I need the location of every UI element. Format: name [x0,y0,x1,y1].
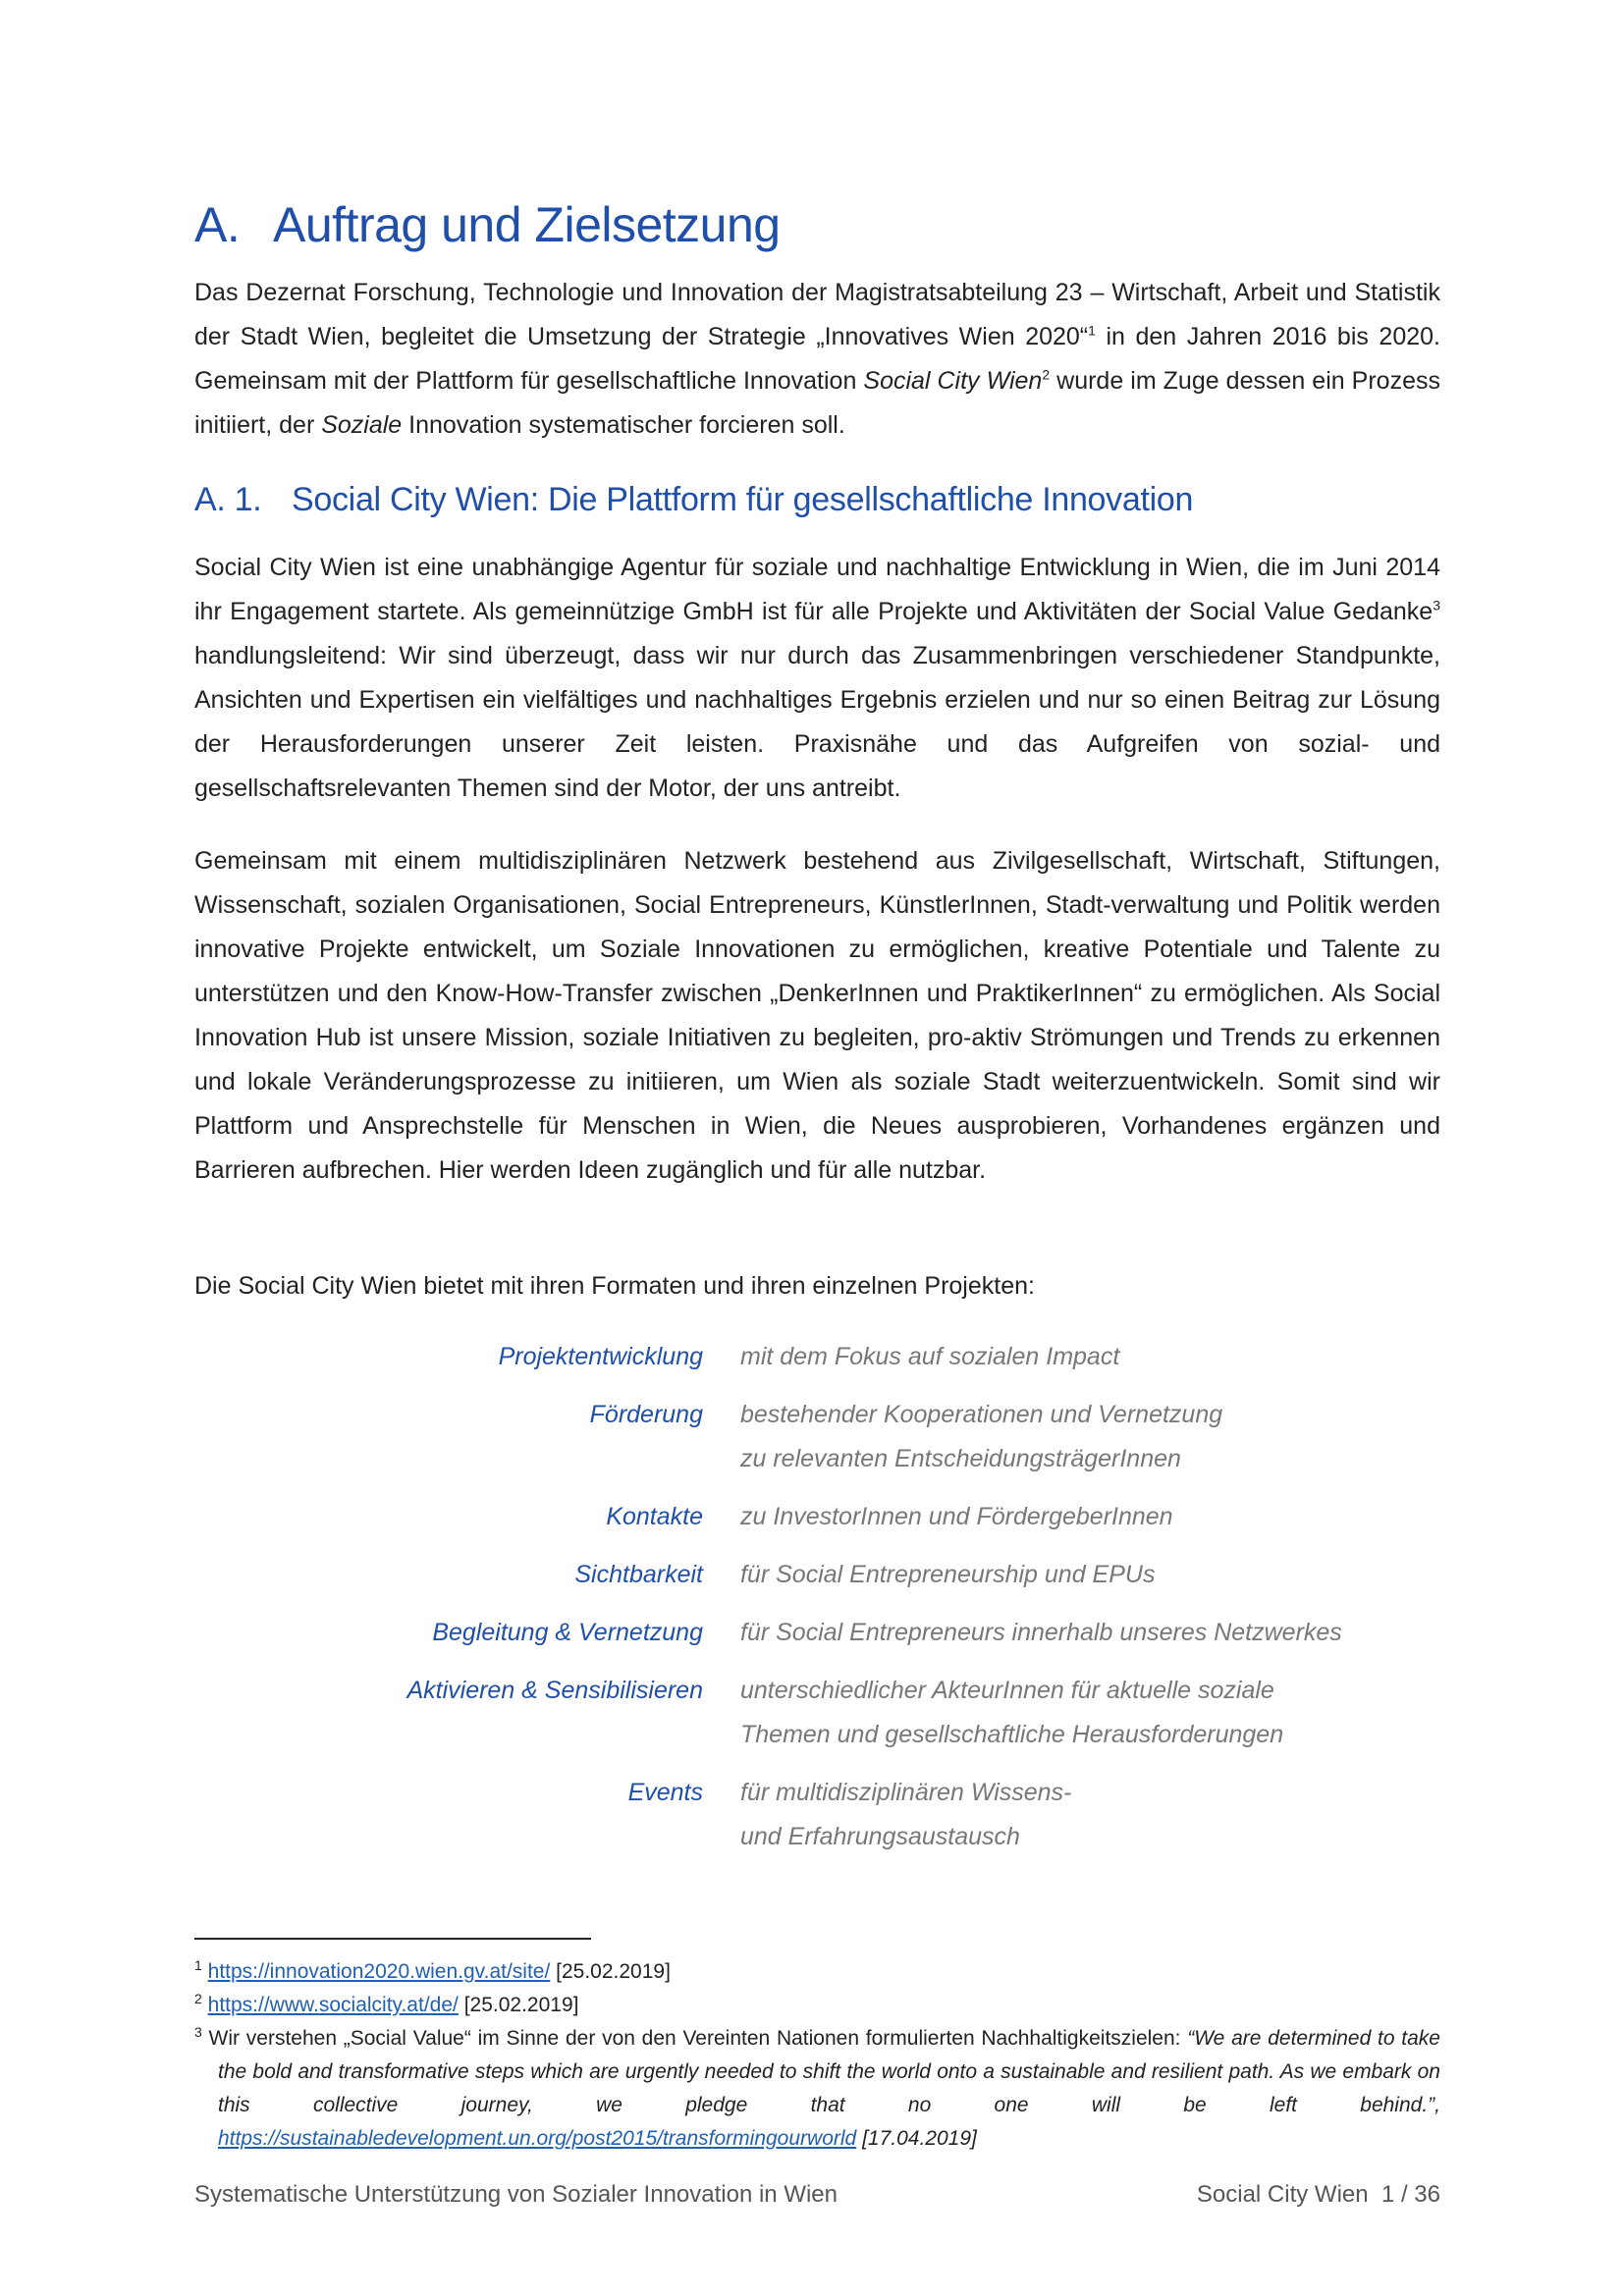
offer-description-line: für multidisziplinären Wissens- [740,1779,1072,1806]
footnote-quote: “We are determined to take the bold and transformative steps which are urgently needed to shift the world onto a sustainable and resilient path. As we embark on this collective journey, we pledge that no one will be left behind.”, [218,2027,1440,2116]
offer-label: Projektentwicklung [498,1343,703,1370]
offer-item [194,1611,1440,1655]
footnote-number: 1 [194,1957,202,1973]
footnote-link[interactable]: https://sustainabledevelopment.un.org/post2015/transformingourworld [218,2127,857,2150]
footnote-ref[interactable]: 2 [1042,366,1051,383]
offer-item [194,1771,1440,1859]
heading-title: Auftrag und Zielsetzung [273,197,781,252]
text: Gemeinsam mit einem multidisziplinären Netzwerk bestehend aus Zivilgesellschaft, Wirtschaft, Stiftungen, Wissenschaft, sozialen Organisationen, Social Entrepreneurs, KünstlerInnen, Stadt-verwaltung und Politik werden innovative Projekte entwickelt, um Soziale Innovationen zu ermöglichen, kreative Potentiale und Talente zu unterstützen und den Know-How-Transfer zwischen „DenkerInnen und PraktikerInnen“ zu ermöglichen. Als Social Innovation Hub ist unsere Mission, soziale Initiativen zu begleiten, pro-aktiv Strömungen und Trends zu erkennen und lokale Veränderungsprozesse zu initiieren, um Wien als soziale Stadt weiterzuentwickeln. Somit sind wir Plattform und Ansprechstelle für Menschen in Wien, die Neues ausprobieren, Vorhandenes ergänzen und Barrieren aufbrechen. Hier werden Ideen zugänglich und für alle nutzbar. [194,847,1440,1184]
footnote-date: [25.02.2019] [458,1994,579,2016]
offer-description-line: für Social Entrepreneurship und EPUs [740,1561,1156,1588]
footnote-number: 3 [194,2024,202,2040]
offers-list [194,1335,1440,1873]
text: Social City Wien ist eine unabhängige Agentur für soziale und nachhaltige Entwicklung in Wien, die im Juni 2014 ihr Engagement startete. Als gemeinnützige GmbH ist für alle Projekte und Aktivitäten der Social Value Gedanke [194,554,1440,625]
text: in den Jahren 2016 bis 2020. Gemeinsam mit der Plattform für gesellschaftliche Innovation [194,323,1440,395]
offer-description [740,1393,1440,1481]
offer-description [740,1553,1440,1597]
footnote-date: [17.04.2019] [856,2127,977,2150]
section-heading [194,196,781,253]
offer-label: Förderung [589,1401,703,1428]
offer-item [194,1553,1440,1597]
offer-description [740,1771,1440,1859]
heading-title: Social City Wien: Die Plattform für gesellschaftliche Innovation [292,481,1194,518]
offer-description-line: bestehender Kooperationen und Vernetzung [740,1401,1223,1428]
footnotes [194,1955,1440,2156]
text: Die Social City Wien bietet mit ihren Formaten und ihren einzelnen Projekten: [194,1272,1035,1300]
footnote-separator [194,1938,591,1940]
subsection-heading [194,481,1193,519]
text: Das Dezernat Forschung, Technologie und Innovation der Magistratsabteilung 23 – Wirtschaft, Arbeit und Statistik der Stadt Wien, begleitet die Umsetzung der Strategie „Innovatives Wien 2020“ [194,279,1440,350]
footnote [194,1955,1440,1989]
footer-page-number: Social City Wien 1 / 36 [1196,2181,1440,2208]
footer-title: Systematische Unterstützung von Sozialer Innovation in Wien [194,2181,838,2208]
paragraph [194,546,1440,811]
offer-label: Events [627,1779,703,1806]
offer-description-line: für Social Entrepreneurs innerhalb unseres Netzwerkes [740,1619,1342,1646]
offer-label: Sichtbarkeit [574,1561,703,1588]
offer-description-line: Themen und gesellschaftliche Herausforderungen [740,1721,1284,1748]
footnote-text: Wir verstehen „Social Value“ im Sinne der von den Vereinten Nationen formulierten Nachhaltigkeitszielen: [201,2027,1188,2050]
text: wurde im Zuge dessen ein Prozess initiiert, der [194,367,1440,439]
paragraph [194,839,1440,1193]
offer-description [740,1669,1440,1757]
page-footer [194,2181,1440,2209]
offer-description-line: mit dem Fokus auf sozialen Impact [740,1343,1120,1370]
footnote-ref[interactable]: 1 [1088,322,1096,339]
offer-description-line: und Erfahrungsaustausch [740,1823,1020,1850]
offer-label: Begleitung & Vernetzung [432,1619,703,1646]
offer-item [194,1393,1440,1481]
offer-item [194,1669,1440,1757]
text: Social City Wien [863,367,1043,395]
intro-paragraph [194,271,1440,448]
offer-item [194,1495,1440,1539]
offer-description-line: zu relevanten EntscheidungsträgerInnen [740,1445,1181,1472]
heading-number: A. 1. [194,481,262,518]
offer-description [740,1611,1440,1655]
footnote-ref[interactable]: 3 [1433,597,1440,614]
footnote [194,2022,1440,2156]
paragraph [194,1264,1440,1308]
text: handlungsleitend: Wir sind überzeugt, dass wir nur durch das Zusammenbringen verschiedener Standpunkte, Ansichten und Expertisen ein vielfältiges und nachhaltiges Ergebnis erzielen und nur so einen Beitrag zur Lösung der Herausforderungen unserer Zeit leisten. Praxisnähe und das Aufgreifen von sozial- und gesellschaftsrelevanten Themen sind der Motor, der uns antreibt. [194,642,1440,802]
text: Soziale [321,411,403,439]
footnote-date: [25.02.2019] [550,1960,671,1983]
offer-description-line: unterschiedlicher AkteurInnen für aktuelle soziale [740,1677,1274,1704]
offer-description [740,1495,1440,1539]
footnote [194,1989,1440,2022]
offer-description-line: zu InvestorInnen und FördergeberInnen [740,1503,1173,1530]
offer-item [194,1335,1440,1379]
offer-label: Aktivieren & Sensibilisieren [406,1677,703,1704]
offer-description [740,1335,1440,1379]
offer-label: Kontakte [606,1503,703,1530]
footnote-link[interactable]: https://www.socialcity.at/de/ [207,1994,459,2016]
footnote-number: 2 [194,1991,202,2006]
footnote-link[interactable]: https://innovation2020.wien.gv.at/site/ [207,1960,551,1983]
heading-number: A. [194,197,241,252]
text: Innovation systematischer forcieren soll. [402,411,845,439]
